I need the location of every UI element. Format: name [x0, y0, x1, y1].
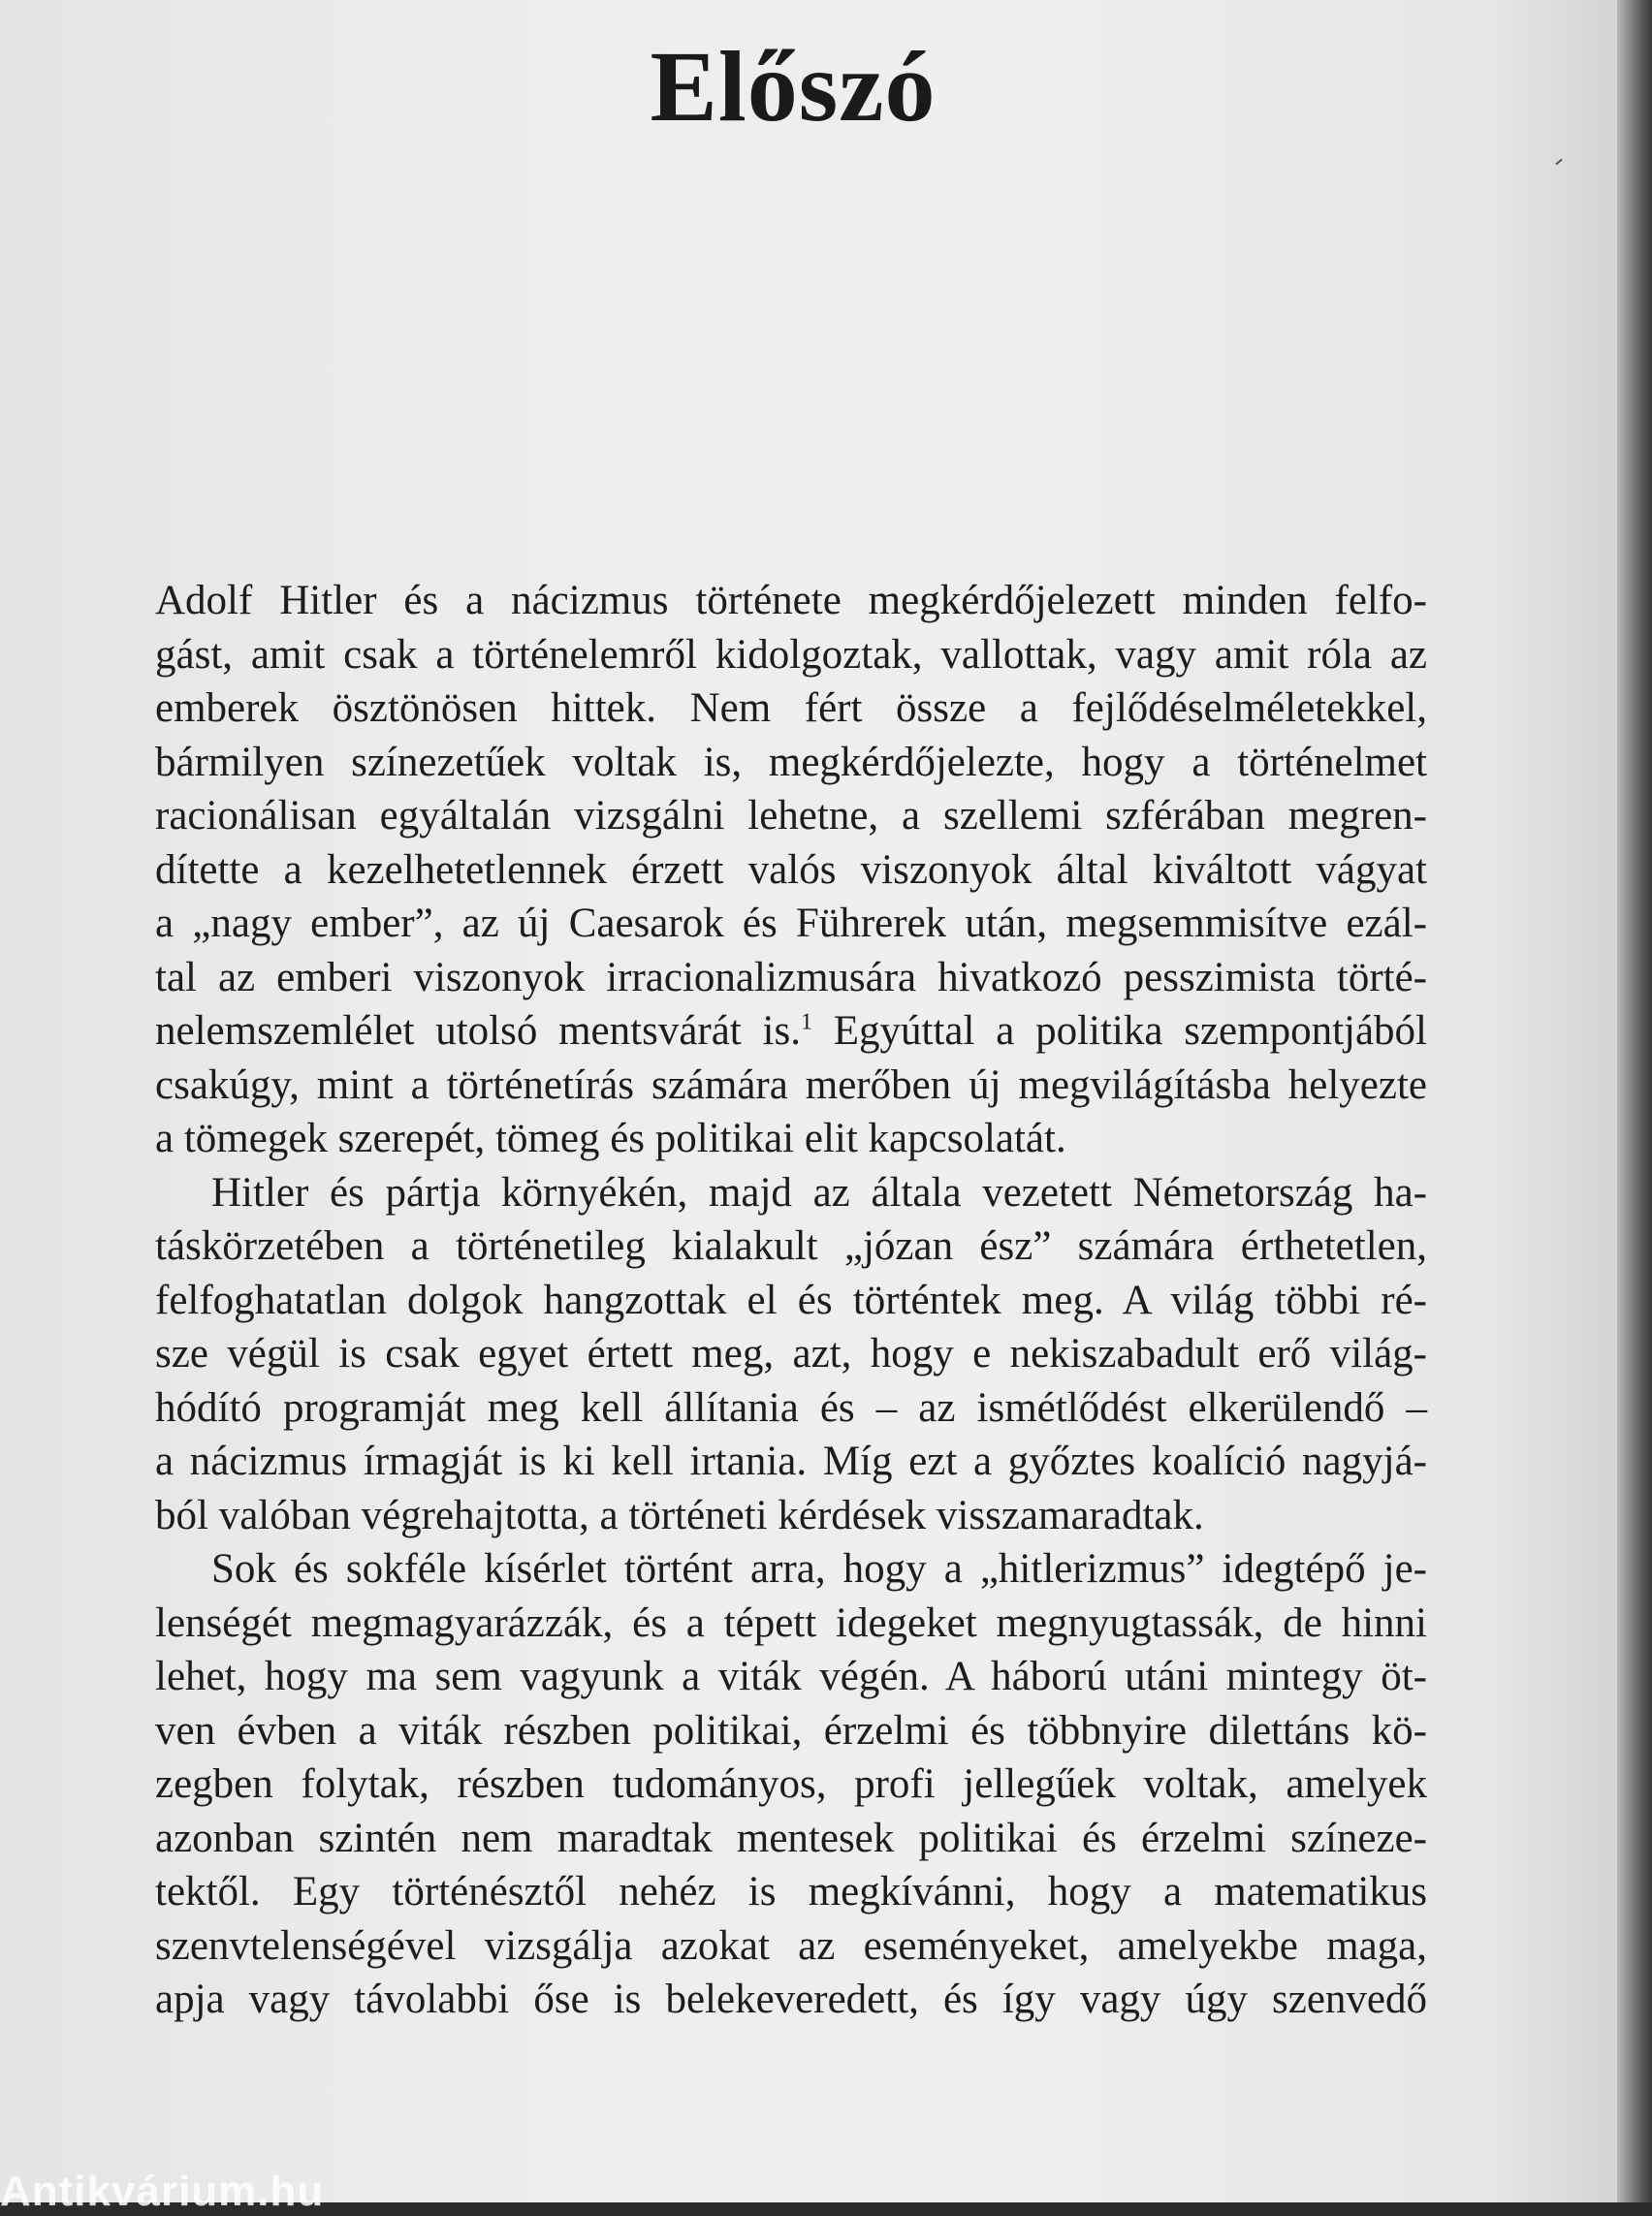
text-line	[155, 628, 1427, 682]
watermark: Antikvárium.hu	[0, 2168, 325, 2215]
text-line	[155, 1757, 1427, 1812]
text-line	[155, 1219, 1427, 1274]
line-text: Hitler és pártja környékén, majd az általa vezetett Németország ha-	[211, 1169, 1427, 1216]
text-line	[155, 1327, 1427, 1381]
page-edge	[1617, 0, 1652, 2202]
footnote-marker: 1	[800, 1009, 812, 1035]
text-line	[155, 1973, 1427, 2027]
text-line	[155, 789, 1427, 843]
line-text: a tömegek szerepét, tömeg és politikai elit kapcsolatát.	[155, 1116, 1066, 1161]
line-text: Egyúttal a politika szempontjából	[811, 1008, 1427, 1054]
line-text: zegben folytak, részben tudományos, profi jellegűek voltak, amelyek	[155, 1761, 1427, 1807]
text-line	[155, 951, 1427, 1005]
line-text: racionálisan egyáltalán vizsgálni lehetne, a szellemi szférában megren-	[155, 793, 1427, 839]
text-line	[155, 1542, 1427, 1597]
ink-mark	[1555, 159, 1562, 166]
line-text: ven évben a viták részben politikai, érzelmi és többnyire dilettáns kö-	[155, 1707, 1427, 1754]
line-text: a nácizmus írmagját is ki kell irtania. Míg ezt a győztes koalíció nagyjá-	[155, 1439, 1427, 1484]
body-text	[155, 574, 1427, 2027]
text-line	[155, 1597, 1427, 1651]
line-text: dítette a kezelhetetlennek érzett valós viszonyok által kiváltott vágyat	[155, 846, 1427, 893]
text-line	[155, 574, 1427, 628]
text-line	[155, 1812, 1427, 1866]
line-text: szenvtelenségével vizsgálja azokat az eseményeket, amelyekbe maga,	[155, 1922, 1427, 1969]
line-text: emberek ösztönösen hittek. Nem fért össze a fejlődéselméletekkel,	[155, 685, 1427, 731]
text-line	[155, 1381, 1427, 1436]
line-text: hódító programját meg kell állítania és – az ismétlődést elkerülendő –	[155, 1384, 1427, 1431]
line-text: nelemszemlélet utolsó mentsvárát is.	[155, 1008, 801, 1054]
text-line	[155, 843, 1427, 898]
line-text: csakúgy, mint a történetírás számára merőben új megvilágításba helyezte	[155, 1061, 1427, 1108]
text-line	[155, 1919, 1427, 1974]
line-text: Adolf Hitler és a nácizmus története megkérdőjelezett minden felfo-	[155, 578, 1427, 623]
line-text: ból valóban végrehajtotta, a történeti kérdések visszamaradtak.	[155, 1492, 1204, 1538]
line-text: bármilyen színezetűek voltak is, megkérdőjelezte, hogy a történelmet	[155, 739, 1427, 785]
text-line	[155, 1112, 1427, 1166]
page-title: Előszó	[650, 31, 937, 142]
line-text: lenségét megmagyarázzák, és a tépett idegeket megnyugtassák, de hinni	[155, 1599, 1427, 1646]
line-text: Sok és sokféle kísérlet történt arra, hogy a „hitlerizmus” idegtépő je-	[211, 1546, 1427, 1592]
line-text: apja vagy távolabbi őse is belekeveredett, és így vagy úgy szenvedő	[155, 1977, 1427, 2022]
text-line	[155, 1489, 1427, 1543]
line-text: a „nagy ember”, az új Caesarok és Führerek után, megsemmisítve ezál-	[155, 901, 1427, 946]
text-line	[155, 1704, 1427, 1758]
text-line	[155, 1650, 1427, 1704]
text-line	[155, 1166, 1427, 1220]
text-line	[155, 1004, 1427, 1059]
line-text: táskörzetében a történetileg kialakult „józan ész” számára érthetetlen,	[155, 1223, 1427, 1269]
text-line	[155, 1059, 1427, 1113]
line-text: tektől. Egy történésztől nehéz is megkívánni, hogy a matematikus	[155, 1869, 1427, 1915]
text-line	[155, 736, 1427, 790]
line-text: sze végül is csak egyet értett meg, azt, hogy e nekiszabadult erő világ-	[155, 1331, 1427, 1377]
line-text: azonban szintén nem maradtak mentesek politikai és érzelmi színeze-	[155, 1815, 1427, 1861]
text-line	[155, 681, 1427, 736]
text-line	[155, 1435, 1427, 1489]
text-line	[155, 1865, 1427, 1919]
text-line	[155, 1274, 1427, 1328]
line-text: lehet, hogy ma sem vagyunk a viták végén. A háború utáni mintegy öt-	[155, 1654, 1427, 1699]
text-line	[155, 897, 1427, 951]
line-text: gást, amit csak a történelemről kidolgoztak, vallottak, vagy amit róla az	[155, 631, 1427, 678]
line-text: felfoghatatlan dolgok hangzottak el és történtek meg. A világ többi ré-	[155, 1277, 1427, 1323]
line-text: tal az emberi viszonyok irracionalizmusára hivatkozó pesszimista törté-	[155, 954, 1427, 1000]
